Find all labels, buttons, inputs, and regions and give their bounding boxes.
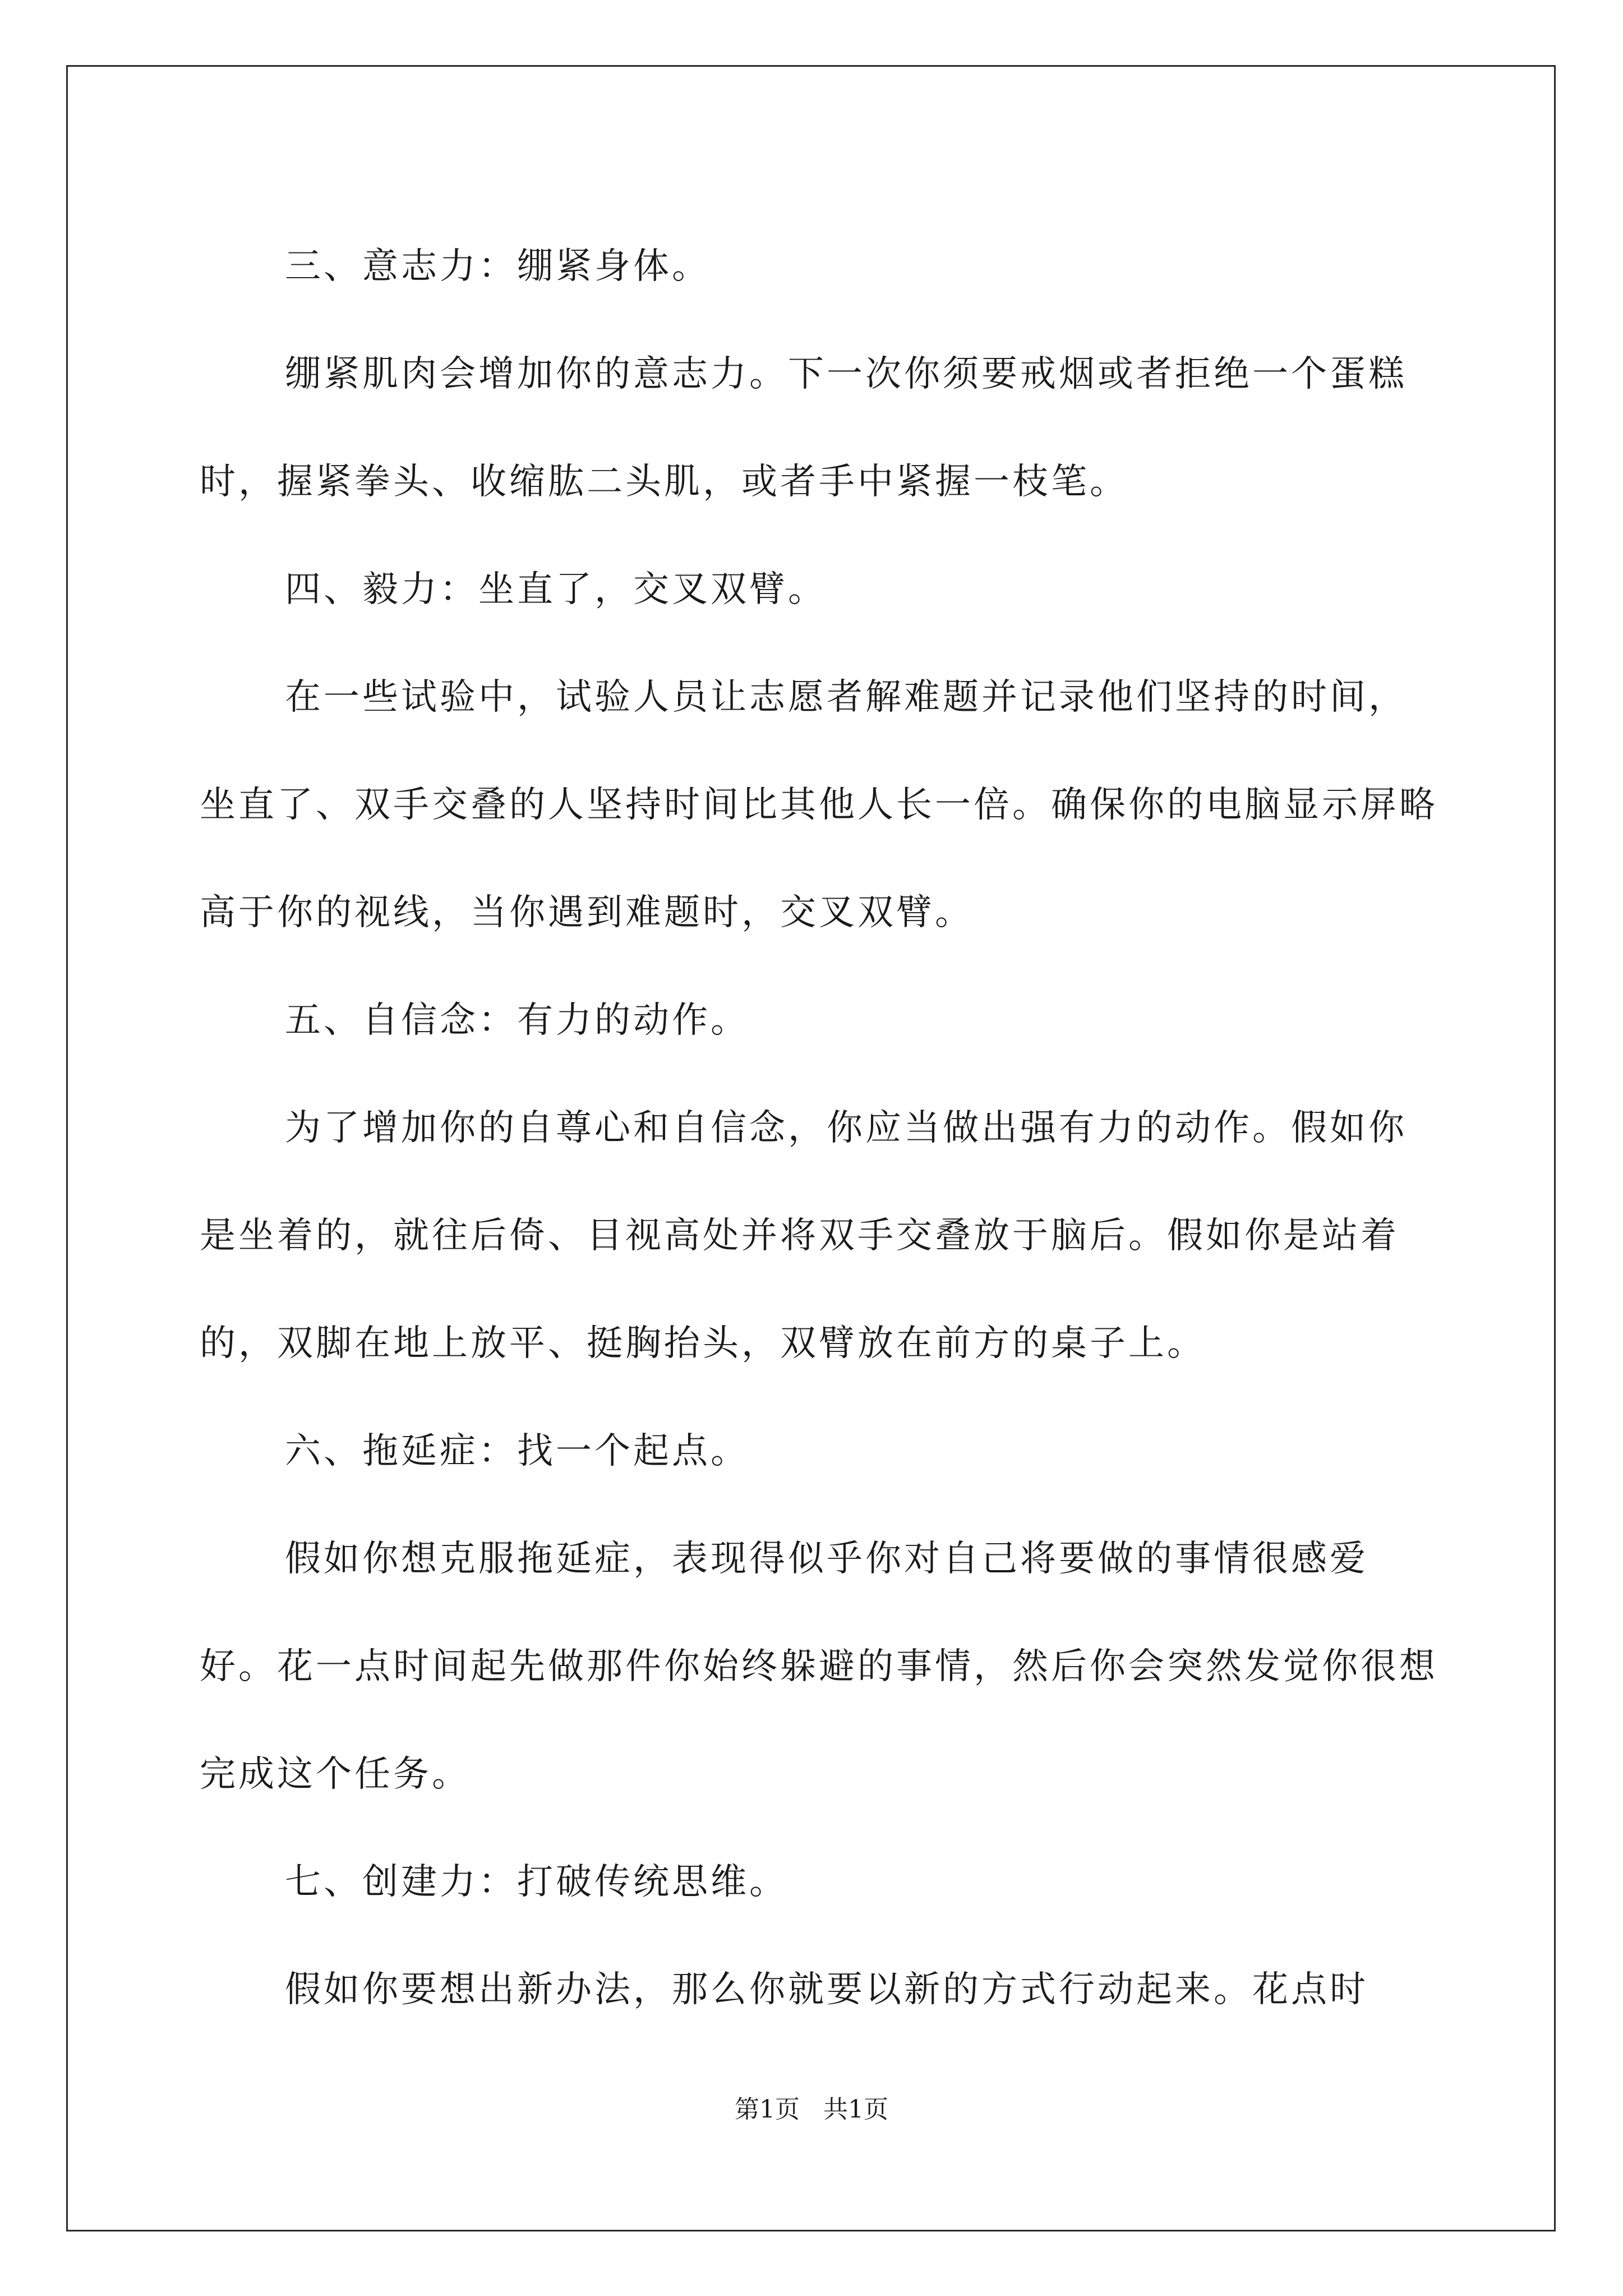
paragraph-heading-procrastination: 六、拖延症：找一个起点。 <box>285 1430 749 1472</box>
paragraph-heading-creativity: 七、创建力：打破传统思维。 <box>285 1861 788 1903</box>
page-footer: 第1页 共1页 <box>735 2095 888 2124</box>
paragraph-heading-confidence: 五、自信念：有力的动作。 <box>285 1000 749 1041</box>
paragraph-perseverance: 在一些试验中，试验人员让志愿者解难题并记录他们坚持的时间，坐直了、双手交叠的人坚持时间比其他人长一倍。确保你的电脑显示屏略高于你的视线，当你遇到难题时，交叉双臂。 <box>200 677 1438 933</box>
paragraph-procrastination: 假如你想克服拖延症，表现得似乎你对自己将要做的事情很感爱好。花一点时间起先做那件你始终躲避的事情，然后你会突然发觉你很想完成这个任务。 <box>200 1538 1438 1795</box>
paragraph-confidence: 为了增加你的自尊心和自信念，你应当做出强有力的动作。假如你是坐着的，就往后倚、目视高处并将双手交叠放于脑后。假如你是站着的，双脚在地上放平、挺胸抬头，双臂放在前方的桌子上。 <box>200 1107 1407 1364</box>
document-body <box>200 213 1439 2044</box>
paragraph-willpower: 绷紧肌肉会增加你的意志力。下一次你须要戒烟或者拒绝一个蛋糕时，握紧拳头、收缩肱二头肌，或者手中紧握一枝笔。 <box>200 353 1407 503</box>
paragraph-heading-perseverance: 四、毅力：坐直了，交叉双臂。 <box>285 569 827 610</box>
paragraph-heading-willpower: 三、意志力：绷紧身体。 <box>285 246 711 287</box>
paragraph-creativity: 假如你要想出新办法，那么你就要以新的方式行动起来。花点时 <box>285 1969 1368 2010</box>
